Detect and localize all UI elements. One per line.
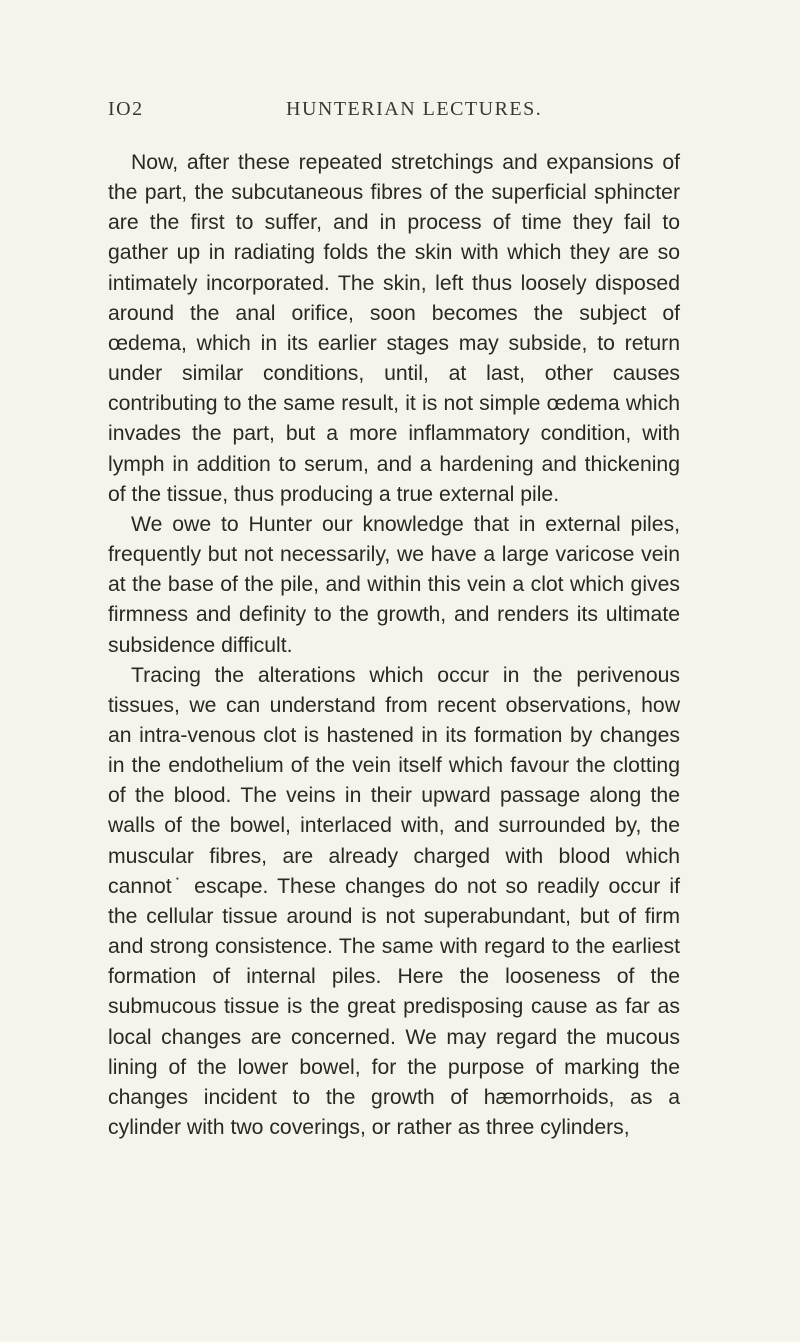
body-text (108, 148, 680, 1143)
running-title: HUNTERIAN LECTURES. (286, 98, 543, 120)
running-head (108, 98, 688, 128)
paragraph: We owe to Hunter our knowledge that in external piles, frequently but not necessarily, we have a large varicose vein at the base of the pile, and within this vein a clot which gives firmness and definity to the growth, and renders its ultimate subsidence difficult. (108, 512, 680, 657)
paragraph: Tracing the alterations which occur in the perivenous tissues, we can understand from recent observations, how an intra-venous clot is hastened in its formation by changes in the endothelium of the vein itself which favour the clotting of the blood. The veins in their upward passage along the walls of the bowel, interlaced with, and surrounded by, the muscular fibres, are already charged with blood which cannot˙ escape. These changes do not so readily occur if the cellular tissue around is not superabundant, but of firm and strong consistence. The same with regard to the earliest formation of internal piles. Here the looseness of the submucous tissue is the great predisposing cause as far as local changes are concerned. We may regard the mucous lining of the lower bowel, for the purpose of marking the changes incident to the growth of hæmorrhoids, as a cylinder with two coverings, or rather as three cylinders, (108, 663, 680, 1139)
page-number: IO2 (108, 98, 144, 120)
paragraph: Now, after these repeated stretchings and expansions of the part, the subcutaneous fibres of the superficial sphincter are the first to suffer, and in process of time they fail to gather up in radiating folds the skin with which they are so intimately incorporated. The skin, left thus loosely disposed around the anal orifice, soon becomes the subject of œdema, which in its earlier stages may subside, to return under similar conditions, until, at last, other causes contributing to the same result, it is not simple œdema which invades the part, but a more inflammatory condition, with lymph in addition to serum, and a hardening and thickening of the tissue, thus producing a true external pile. (108, 151, 680, 506)
